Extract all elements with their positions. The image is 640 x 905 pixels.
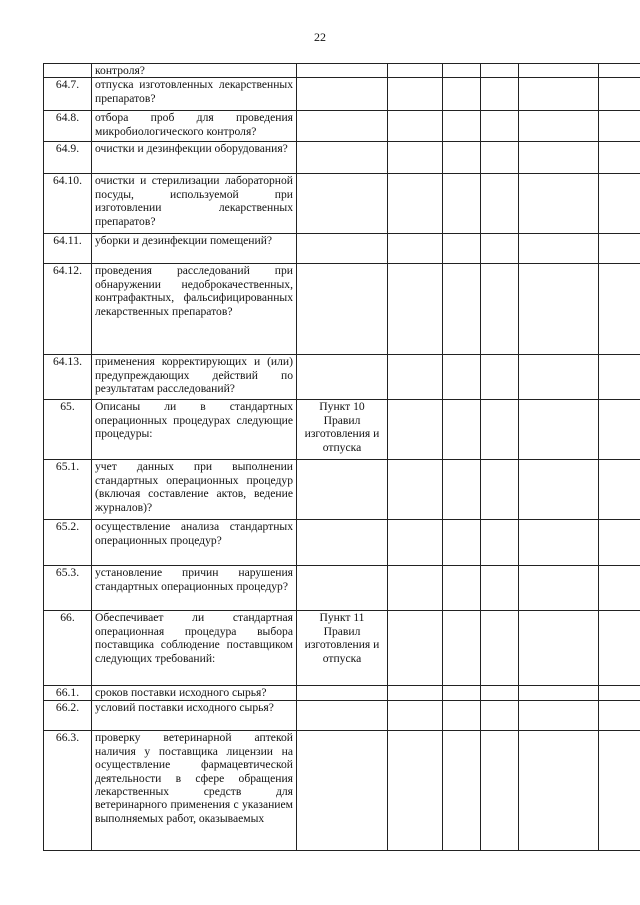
note-cell	[519, 731, 599, 851]
extra-cell	[599, 520, 640, 566]
answer-no-cell	[443, 566, 481, 611]
legal-reference	[297, 174, 388, 234]
answer-na-cell	[481, 520, 519, 566]
answer-no-cell	[443, 174, 481, 234]
extra-cell	[599, 686, 640, 701]
question-text: отбора проб для проведения микробиологического контроля?	[92, 111, 297, 142]
question-text: отпуска изготовленных лекарственных препаратов?	[92, 78, 297, 111]
note-cell	[519, 78, 599, 111]
legal-reference	[297, 520, 388, 566]
question-text: уборки и дезинфекции помещений?	[92, 234, 297, 264]
answer-yes-cell	[388, 142, 443, 174]
row-number: 66.2.	[44, 701, 92, 731]
answer-na-cell	[481, 64, 519, 78]
row-number: 64.7.	[44, 78, 92, 111]
extra-cell	[599, 400, 640, 460]
table-row	[44, 174, 640, 234]
page-number: 22	[314, 30, 326, 44]
question-text: учет данных при выполнении стандартных операционных процедур (включая составление актов, ведение журналов)?	[92, 460, 297, 520]
table-row	[44, 264, 640, 355]
note-cell	[519, 701, 599, 731]
answer-no-cell	[443, 460, 481, 520]
answer-no-cell	[443, 264, 481, 355]
question-text: Описаны ли в стандартных операционных процедурах следующие процедуры:	[92, 400, 297, 460]
legal-reference: Пункт 11 Правил изготовления и отпуска	[297, 611, 388, 686]
table-row	[44, 731, 640, 851]
row-number	[44, 64, 92, 78]
row-number: 64.11.	[44, 234, 92, 264]
answer-no-cell	[443, 355, 481, 400]
answer-na-cell	[481, 234, 519, 264]
row-number: 65.1.	[44, 460, 92, 520]
answer-no-cell	[443, 520, 481, 566]
answer-yes-cell	[388, 520, 443, 566]
note-cell	[519, 111, 599, 142]
note-cell	[519, 686, 599, 701]
answer-no-cell	[443, 611, 481, 686]
legal-reference	[297, 731, 388, 851]
table-row	[44, 566, 640, 611]
extra-cell	[599, 611, 640, 686]
extra-cell	[599, 731, 640, 851]
question-text: очистки и дезинфекции оборудования?	[92, 142, 297, 174]
extra-cell	[599, 111, 640, 142]
note-cell	[519, 234, 599, 264]
question-text: сроков поставки исходного сырья?	[92, 686, 297, 701]
legal-reference	[297, 460, 388, 520]
legal-reference: Пункт 10 Правил изготовления и отпуска	[297, 400, 388, 460]
extra-cell	[599, 460, 640, 520]
answer-yes-cell	[388, 701, 443, 731]
table-row	[44, 460, 640, 520]
extra-cell	[599, 701, 640, 731]
row-number: 64.12.	[44, 264, 92, 355]
answer-na-cell	[481, 111, 519, 142]
table-row	[44, 78, 640, 111]
question-text: осуществление анализа стандартных операционных процедур?	[92, 520, 297, 566]
answer-yes-cell	[388, 355, 443, 400]
legal-reference	[297, 566, 388, 611]
table-row	[44, 355, 640, 400]
answer-yes-cell	[388, 234, 443, 264]
question-text: установление причин нарушения стандартных операционных процедур?	[92, 566, 297, 611]
table-row	[44, 111, 640, 142]
answer-yes-cell	[388, 460, 443, 520]
answer-na-cell	[481, 174, 519, 234]
answer-yes-cell	[388, 264, 443, 355]
answer-no-cell	[443, 78, 481, 111]
answer-no-cell	[443, 234, 481, 264]
table-row	[44, 701, 640, 731]
question-text: очистки и стерилизации лабораторной посуды, используемой при изготовлении лекарственных препаратов?	[92, 174, 297, 234]
table-row	[44, 142, 640, 174]
table-row	[44, 400, 640, 460]
row-number: 66.	[44, 611, 92, 686]
answer-na-cell	[481, 78, 519, 111]
note-cell	[519, 174, 599, 234]
table-row	[44, 686, 640, 701]
answer-na-cell	[481, 701, 519, 731]
answer-na-cell	[481, 355, 519, 400]
answer-yes-cell	[388, 78, 443, 111]
answer-yes-cell	[388, 686, 443, 701]
row-number: 64.9.	[44, 142, 92, 174]
legal-reference	[297, 264, 388, 355]
legal-reference	[297, 78, 388, 111]
question-text: применения корректирующих и (или) предупреждающих действий по результатам расследований?	[92, 355, 297, 400]
answer-na-cell	[481, 142, 519, 174]
answer-no-cell	[443, 142, 481, 174]
extra-cell	[599, 566, 640, 611]
question-text: проверку ветеринарной аптекой наличия у поставщика лицензии на осуществление фармацевтической деятельности в сфере обращения лекарственных средств для ветеринарного применения с указанием выполняемых работ, оказываемых	[92, 731, 297, 851]
checklist-table	[43, 63, 640, 851]
note-cell	[519, 355, 599, 400]
answer-yes-cell	[388, 111, 443, 142]
question-text: Обеспечивает ли стандартная операционная процедура выбора поставщика соблюдение поставщиком следующих требований:	[92, 611, 297, 686]
extra-cell	[599, 78, 640, 111]
note-cell	[519, 400, 599, 460]
extra-cell	[599, 142, 640, 174]
answer-no-cell	[443, 111, 481, 142]
answer-no-cell	[443, 701, 481, 731]
note-cell	[519, 264, 599, 355]
row-number: 64.8.	[44, 111, 92, 142]
legal-reference	[297, 355, 388, 400]
legal-reference	[297, 64, 388, 78]
row-number: 66.1.	[44, 686, 92, 701]
row-number: 65.3.	[44, 566, 92, 611]
row-number: 64.10.	[44, 174, 92, 234]
note-cell	[519, 520, 599, 566]
legal-reference	[297, 701, 388, 731]
answer-yes-cell	[388, 731, 443, 851]
legal-reference	[297, 234, 388, 264]
legal-reference	[297, 142, 388, 174]
extra-cell	[599, 264, 640, 355]
note-cell	[519, 460, 599, 520]
note-cell	[519, 64, 599, 78]
extra-cell	[599, 174, 640, 234]
question-text: проведения расследований при обнаружении недоброкачественных, контрафактных, фальсифицированных лекарственных препаратов?	[92, 264, 297, 355]
table-row	[44, 611, 640, 686]
note-cell	[519, 611, 599, 686]
extra-cell	[599, 355, 640, 400]
answer-na-cell	[481, 611, 519, 686]
answer-na-cell	[481, 566, 519, 611]
table-row	[44, 234, 640, 264]
row-number: 65.	[44, 400, 92, 460]
answer-yes-cell	[388, 174, 443, 234]
answer-na-cell	[481, 460, 519, 520]
table-row	[44, 520, 640, 566]
table-row	[44, 64, 640, 78]
answer-no-cell	[443, 64, 481, 78]
note-cell	[519, 142, 599, 174]
answer-no-cell	[443, 731, 481, 851]
answer-yes-cell	[388, 64, 443, 78]
legal-reference	[297, 686, 388, 701]
note-cell	[519, 566, 599, 611]
extra-cell	[599, 64, 640, 78]
question-text: контроля?	[92, 64, 297, 78]
answer-na-cell	[481, 400, 519, 460]
extra-cell	[599, 234, 640, 264]
answer-no-cell	[443, 686, 481, 701]
question-text: условий поставки исходного сырья?	[92, 701, 297, 731]
answer-no-cell	[443, 400, 481, 460]
answer-yes-cell	[388, 611, 443, 686]
answer-na-cell	[481, 686, 519, 701]
answer-yes-cell	[388, 566, 443, 611]
answer-na-cell	[481, 731, 519, 851]
row-number: 65.2.	[44, 520, 92, 566]
legal-reference	[297, 111, 388, 142]
answer-na-cell	[481, 264, 519, 355]
row-number: 64.13.	[44, 355, 92, 400]
answer-yes-cell	[388, 400, 443, 460]
row-number: 66.3.	[44, 731, 92, 851]
